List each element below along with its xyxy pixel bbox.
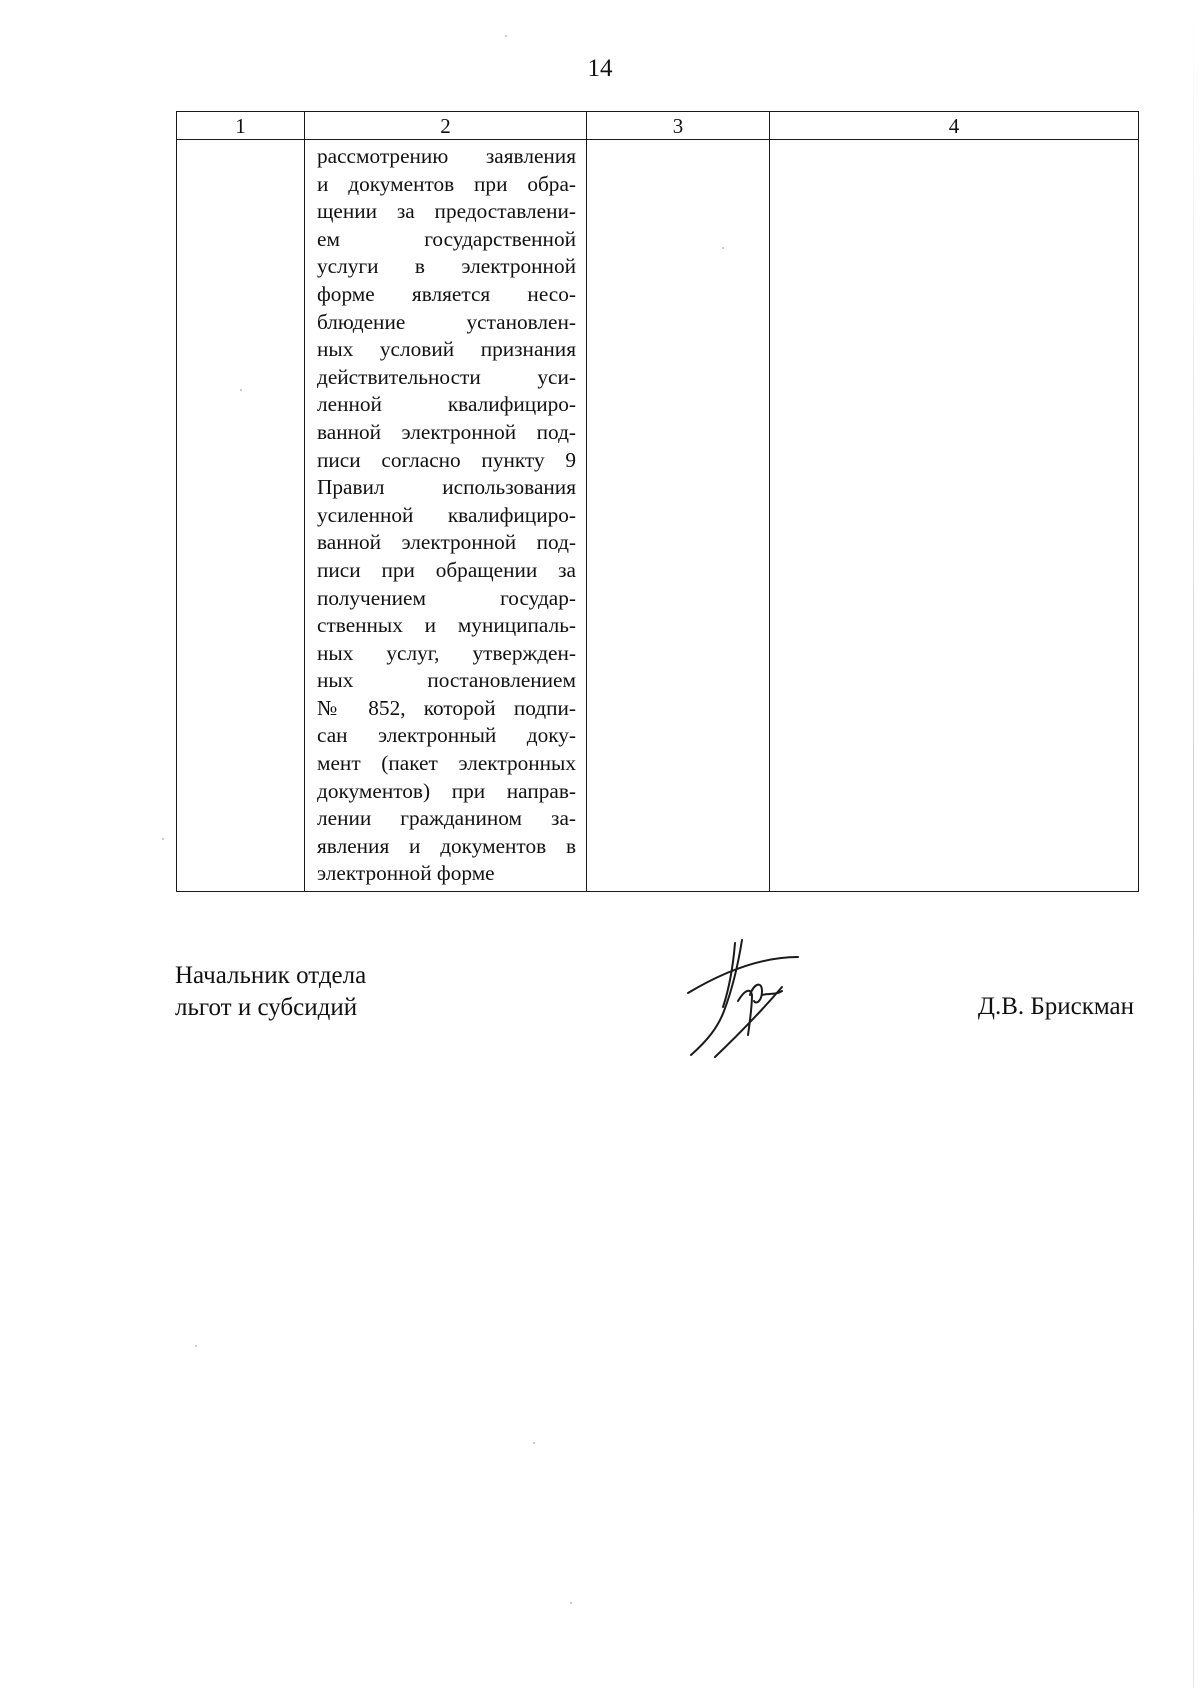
scan-speck xyxy=(195,1345,197,1347)
cell-text-line: ем государственной xyxy=(317,226,576,251)
table-cell-col3 xyxy=(587,140,770,892)
cell-text-line: ленной квалифициро- xyxy=(317,392,576,417)
table-header-row xyxy=(177,112,1139,140)
cell-text-line: документов) при направ- xyxy=(317,778,576,803)
table-header-cell-4: 4 xyxy=(770,112,1139,140)
signatory-position-line-1: Начальник отдела xyxy=(175,962,367,989)
page-number: 14 xyxy=(587,55,613,82)
cell-text-line: и документов при обра- xyxy=(317,171,576,196)
cell-text-line: мент (пакет электронных xyxy=(317,751,576,776)
cell-text-line: писи согласно пункту 9 xyxy=(317,447,576,472)
cell-paragraph xyxy=(305,140,586,888)
table-header-cell-2: 2 xyxy=(305,112,587,140)
cell-text-line: рассмотрению заявления xyxy=(317,144,576,168)
signatory-position xyxy=(175,960,366,1024)
cell-text-line: ственных и муниципаль- xyxy=(317,613,576,638)
cell-text-line: действительности уси- xyxy=(317,364,576,389)
cell-text-line: усиленной квалифициро- xyxy=(317,502,576,527)
cell-text-line: ванной электронной под- xyxy=(317,530,576,555)
signatory-name: Д.В. Брискман xyxy=(977,993,1134,1020)
table-header-cell-3: 3 xyxy=(587,112,770,140)
table-header-cell-1: 1 xyxy=(177,112,305,140)
scan-speck xyxy=(722,247,724,249)
scan-speck xyxy=(240,389,242,391)
handwritten-signature xyxy=(678,935,808,1065)
cell-text-line: сан электронный доку- xyxy=(317,723,576,748)
cell-text-line: услуги в электронной xyxy=(317,254,576,279)
table-cell-col4 xyxy=(770,140,1139,892)
cell-text-line: щении за предоставлени- xyxy=(317,199,576,224)
cell-text-line: блюдение установлен- xyxy=(317,309,576,334)
cell-text-line: получением государ- xyxy=(317,585,576,610)
scan-speck xyxy=(570,1602,572,1604)
cell-text-line: ных постановлением xyxy=(317,668,576,693)
scan-speck xyxy=(533,1442,535,1444)
cell-text-line: ных условий признания xyxy=(317,337,576,362)
cell-text-line: электронной форме xyxy=(317,861,495,886)
cell-text-line: писи при обращении за xyxy=(317,557,576,582)
table-row xyxy=(177,140,1139,892)
table-cell-col2 xyxy=(305,140,587,892)
cell-text-line: лении гражданином за- xyxy=(317,806,576,831)
cell-text-line: ных услуг, утвержден- xyxy=(317,640,576,665)
cell-text-line: ванной электронной под- xyxy=(317,419,576,444)
cell-text-line: форме является несо- xyxy=(317,281,576,306)
scan-edge-shadow xyxy=(1193,0,1194,1688)
cell-text-line: Правил использования xyxy=(317,475,576,500)
scan-speck xyxy=(505,35,507,37)
cell-text-line: № 852, которой подпи- xyxy=(317,695,576,720)
scan-speck xyxy=(162,838,164,840)
table-cell-col1 xyxy=(177,140,305,892)
document-table xyxy=(176,111,1139,892)
cell-text-line: явления и документов в xyxy=(317,833,576,858)
signatory-position-line-2: льгот и субсидий xyxy=(175,994,358,1021)
